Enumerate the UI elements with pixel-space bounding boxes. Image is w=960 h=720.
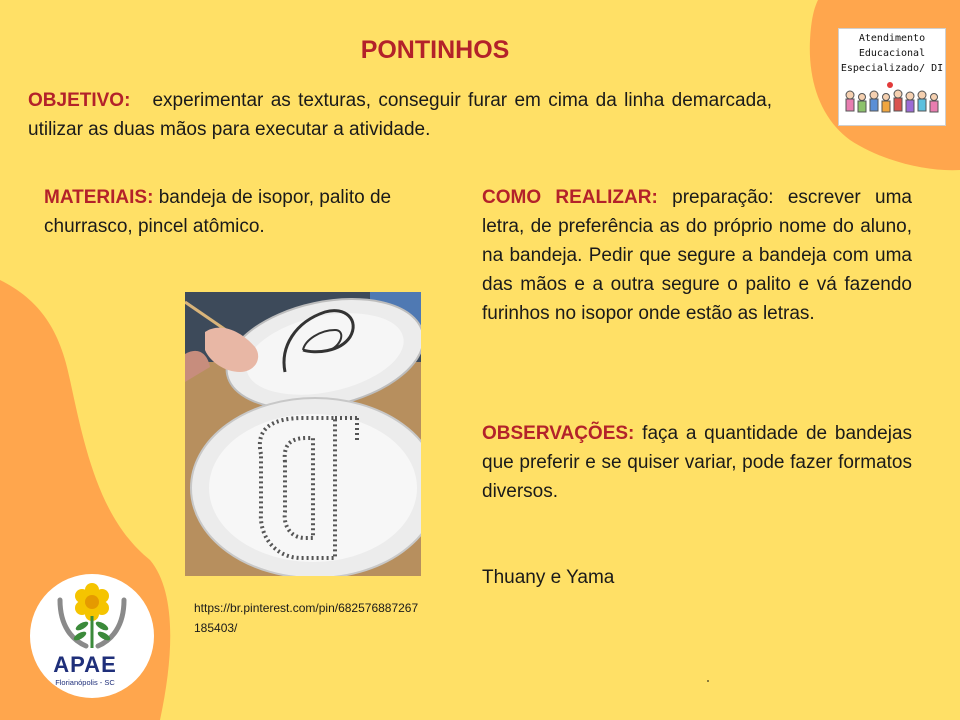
aee-line-3: Especializado/ DI [840, 63, 944, 74]
photo-source-link[interactable]: https://br.pinterest.com/pin/682576887267185403/ [194, 601, 419, 635]
objective-text: experimentar as texturas, conseguir furar em cima da linha demarcada, utilizar as duas mãos para executar a atividade. [28, 90, 772, 140]
objective-paragraph [28, 86, 772, 144]
how-to-label: COMO REALIZAR: [482, 187, 658, 208]
stray-dot [707, 680, 709, 682]
apae-logo [30, 566, 154, 706]
materials-text: bandeja de isopor, palito de churrasco, pincel atômico. [44, 187, 392, 237]
children-drawing-icon [842, 77, 942, 123]
aee-logo [838, 28, 946, 126]
page-title: PONTINHOS [360, 36, 510, 64]
observations-label: OBSERVAÇÕES: [482, 423, 635, 444]
observations-paragraph [482, 419, 912, 506]
aee-logo-text [839, 31, 945, 76]
observations-text: faça a quantidade de bandejas que preferir e se quiser variar, pode fazer formatos diversos. [482, 423, 913, 502]
apae-name: APAE [53, 652, 117, 677]
authors: Thuany e Yama [482, 567, 615, 588]
objective-label: OBJETIVO: [28, 90, 131, 111]
materials-paragraph [44, 183, 444, 241]
activity-photo [185, 292, 421, 576]
aee-line-2: Educacional [858, 48, 926, 59]
materials-label: MATERIAIS: [44, 187, 154, 208]
how-to-paragraph [482, 183, 912, 328]
apae-city: Florianópolis - SC [55, 678, 115, 687]
aee-line-1: Atendimento [858, 33, 926, 44]
how-to-text: preparação: escrever uma letra, de preferência as do próprio nome do aluno, na bandeja. Pedir que segure a bandeja com uma das mãos e a outra segure o palito e vá fazendo furinhos no isopor onde estão as letras. [482, 187, 913, 324]
